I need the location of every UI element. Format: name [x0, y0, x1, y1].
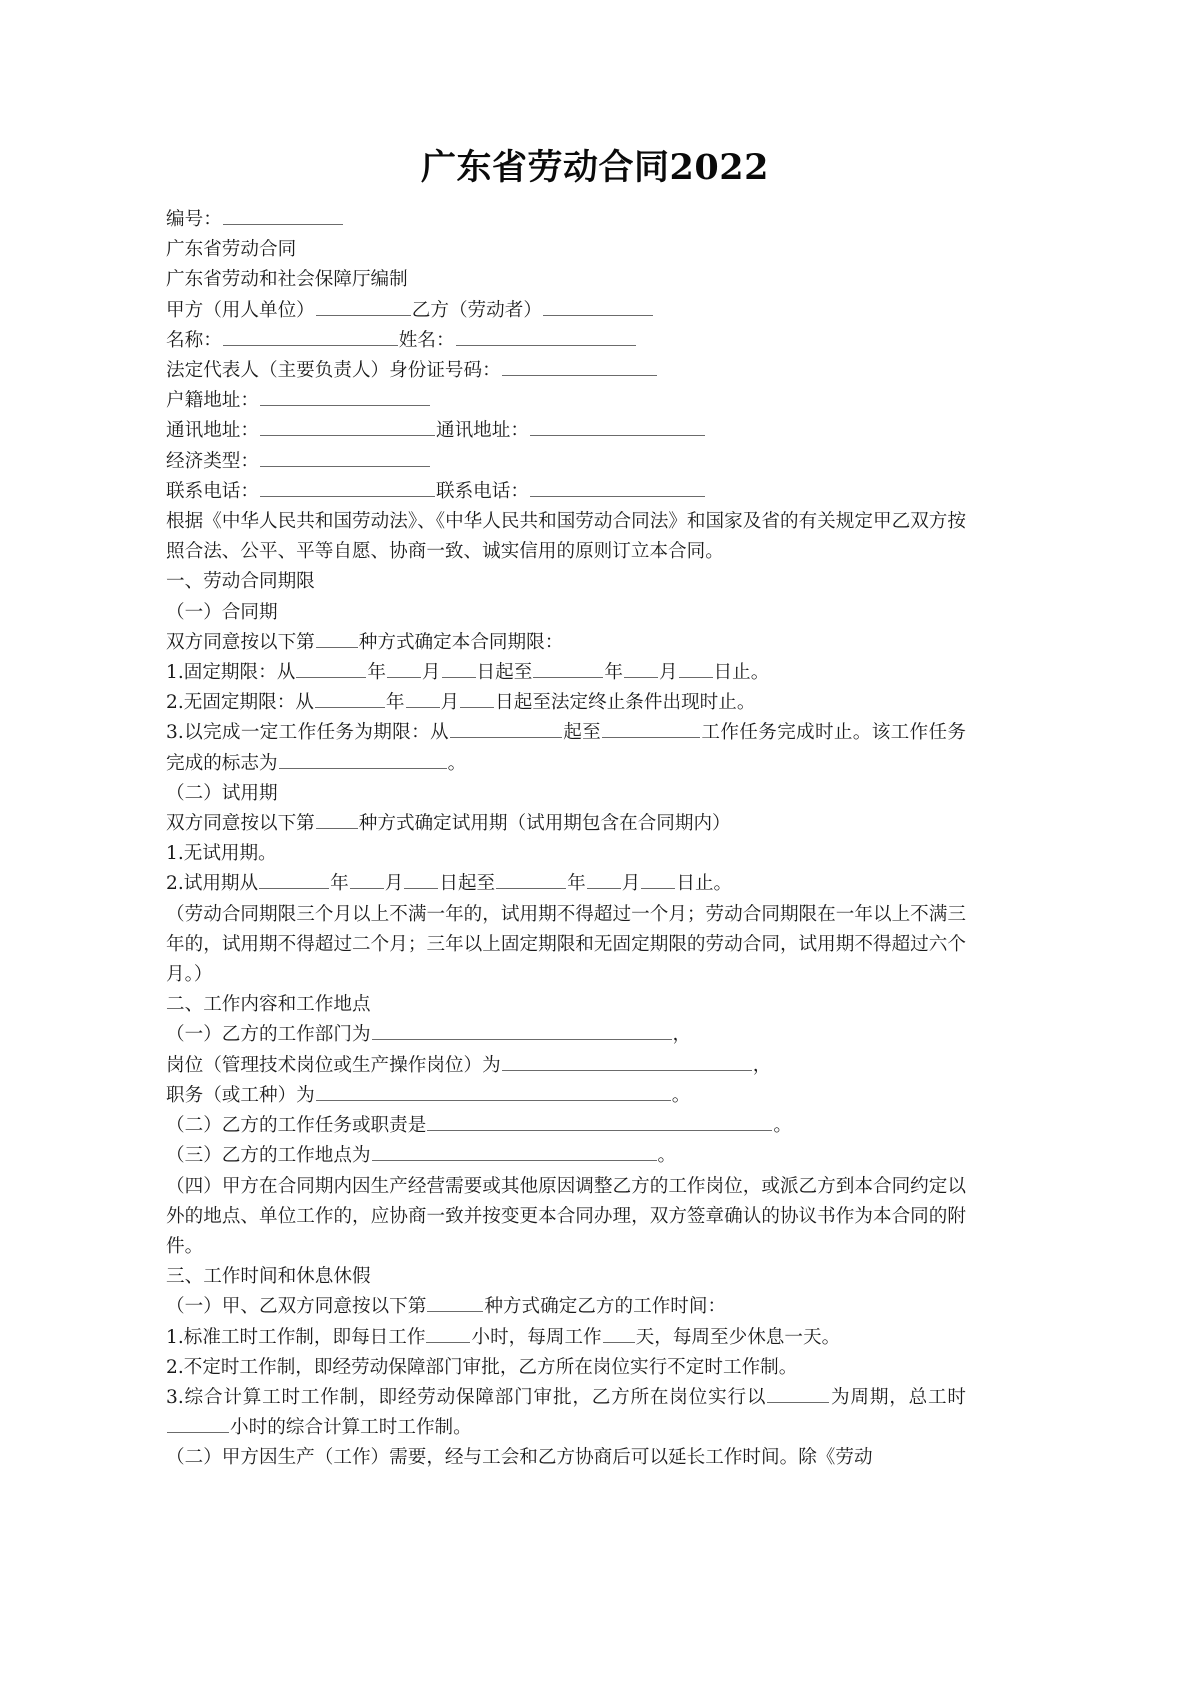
line-phone — [166, 477, 966, 507]
line-text: 联系电话： — [166, 480, 259, 502]
line-1-1-3 — [166, 718, 966, 778]
fill-in-blank[interactable] — [167, 1414, 229, 1433]
line-text: 种方式确定本合同期限： — [358, 631, 564, 653]
line-text: 乙方（劳动者） — [411, 299, 542, 321]
fill-in-blank[interactable] — [543, 297, 653, 316]
line-text: 3.综合计算工时工作制，即经劳动保障部门审批，乙方所在岗位实行以 — [166, 1386, 767, 1408]
fill-in-blank[interactable] — [316, 1082, 671, 1101]
line-text: 月 — [621, 873, 641, 895]
fill-in-blank[interactable] — [404, 871, 438, 890]
line-text: 户籍地址： — [166, 390, 259, 412]
line-text: 根据《中华人民共和国劳动法》、《中华人民共和国劳动合同法》和国家及省的有关规定甲乙双方按照合法、公平、平等自愿、协商一致、诚实信用的原则订立本合同。 — [166, 511, 966, 563]
line-text: （二）试用期 — [166, 782, 278, 804]
line-text: 。 — [657, 1145, 677, 1167]
line-text: 种方式确定乙方的工作时间： — [484, 1296, 727, 1318]
line-issuer — [166, 265, 966, 295]
line-household — [166, 386, 966, 416]
fill-in-blank[interactable] — [679, 659, 713, 678]
page-title: 广东省劳动合同2022 — [421, 147, 769, 188]
fill-in-blank[interactable] — [603, 1324, 635, 1343]
fill-in-blank[interactable] — [296, 659, 366, 678]
line-text: 。 — [773, 1115, 792, 1137]
line-text: 年 — [330, 873, 349, 895]
line-legal-rep — [166, 356, 966, 386]
line-text: （四）甲方在合同期内因生产经营需要或其他原因调整乙方的工作岗位，或派乙方到本合同约定以外的地点、单位工作的，应协商一致并按变更本合同办理，双方签章确认的协议书作为本合同的附件。 — [166, 1175, 966, 1257]
head-1-2 — [166, 779, 966, 809]
line-text: 通讯地址： — [166, 420, 259, 442]
line-2-1c — [166, 1081, 966, 1111]
para-probation-note — [166, 900, 966, 991]
head-3 — [166, 1262, 966, 1292]
line-text: 双方同意按以下第 — [166, 813, 315, 835]
line-text: 年 — [367, 662, 386, 684]
line-text: 年 — [385, 692, 405, 714]
line-text: 起至 — [562, 722, 602, 744]
line-1-1-choose — [166, 628, 966, 658]
line-2-2 — [166, 1111, 966, 1141]
fill-in-blank[interactable] — [372, 1022, 672, 1041]
fill-in-blank[interactable] — [502, 1052, 752, 1071]
fill-in-blank[interactable] — [426, 1324, 470, 1343]
fill-in-blank[interactable] — [641, 871, 675, 890]
line-text: 2.试用期从 — [166, 873, 259, 895]
line-text: 月 — [384, 873, 404, 895]
fill-in-blank[interactable] — [530, 418, 705, 437]
line-text: 联系电话： — [435, 480, 529, 502]
line-text: 日起至法定终止条件出现时止。 — [495, 692, 756, 714]
line-text: （二）甲方因生产（工作）需要，经与工会和乙方协商后可以延长工作时间。除《劳动 — [166, 1447, 873, 1469]
fill-in-blank[interactable] — [372, 1143, 657, 1162]
head-2 — [166, 990, 966, 1020]
document-body — [166, 205, 966, 1474]
line-text: 甲方（用人单位） — [166, 299, 315, 321]
line-text: 2.无固定期限：从 — [166, 692, 314, 714]
line-parties — [166, 296, 966, 326]
line-text: 广东省劳动和社会保障厅编制 — [166, 269, 408, 291]
para-2-4 — [166, 1172, 966, 1263]
fill-in-blank[interactable] — [456, 327, 636, 346]
line-1-1-2 — [166, 688, 966, 718]
fill-in-blank[interactable] — [442, 659, 476, 678]
line-1-2-1 — [166, 839, 966, 869]
head-1 — [166, 567, 966, 597]
line-text: 工作任务完成时止。该工作任务完成的标志为 — [166, 722, 966, 774]
fill-in-blank[interactable] — [316, 810, 358, 829]
line-text: 姓名： — [398, 329, 455, 351]
fill-in-blank[interactable] — [496, 871, 566, 890]
line-1-2-choose — [166, 809, 966, 839]
line-text: 三、工作时间和休息休假 — [166, 1266, 371, 1288]
fill-in-blank[interactable] — [427, 1112, 772, 1131]
line-3-1 — [166, 1292, 966, 1322]
line-text: （一）乙方的工作部门为 — [166, 1024, 371, 1046]
fill-in-blank[interactable] — [223, 206, 343, 225]
line-text: 经济类型： — [166, 450, 259, 472]
line-text: 日止。 — [713, 662, 770, 684]
fill-in-blank[interactable] — [502, 357, 657, 376]
line-text: 小时的综合计算工时工作制。 — [230, 1417, 472, 1439]
line-text: 二、工作内容和工作地点 — [166, 994, 371, 1016]
fill-in-blank[interactable] — [260, 418, 435, 437]
line-3-1-3 — [166, 1383, 966, 1443]
fill-in-blank[interactable] — [427, 1294, 483, 1313]
fill-in-blank[interactable] — [460, 690, 494, 709]
fill-in-blank[interactable] — [602, 720, 700, 739]
head-1-1 — [166, 598, 966, 628]
fill-in-blank[interactable] — [279, 750, 447, 769]
fill-in-blank[interactable] — [315, 690, 385, 709]
para-basis — [166, 507, 966, 567]
line-text: 职务（或工种）为 — [166, 1084, 315, 1106]
line-text: 1.标准工时工作制，即每日工作 — [166, 1326, 426, 1348]
line-3-1-2 — [166, 1353, 966, 1383]
fill-in-blank[interactable] — [587, 871, 621, 890]
line-text: 广东省劳动合同 — [166, 239, 297, 261]
line-text: 3.以完成一定工作任务为期限：从 — [166, 722, 449, 744]
fill-in-blank[interactable] — [624, 659, 658, 678]
fill-in-blank[interactable] — [259, 871, 329, 890]
line-text: 为周期，总工时 — [830, 1386, 966, 1408]
line-text: 编号： — [166, 209, 222, 230]
fill-in-blank[interactable] — [533, 659, 603, 678]
fill-in-blank[interactable] — [316, 297, 411, 316]
line-2-3 — [166, 1141, 966, 1171]
fill-in-blank[interactable] — [223, 327, 398, 346]
fill-in-blank[interactable] — [406, 690, 440, 709]
line-text: 法定代表人（主要负责人）身份证号码： — [166, 360, 501, 382]
line-text: 1.固定期限：从 — [166, 662, 296, 684]
line-text: 2.不定时工作制，即经劳动保障部门审批，乙方所在岗位实行不定时工作制。 — [166, 1356, 798, 1378]
line-text: 年 — [604, 662, 623, 684]
fill-in-blank[interactable] — [450, 720, 562, 739]
line-text: （一）合同期 — [166, 601, 278, 623]
line-text: 月 — [658, 662, 678, 684]
line-text: ， — [672, 1024, 692, 1046]
line-text: 小时，每周工作 — [471, 1326, 602, 1348]
line-2-1b — [166, 1051, 966, 1081]
line-3-1-1 — [166, 1323, 966, 1353]
fill-in-blank[interactable] — [530, 478, 705, 497]
line-text: （一）甲、乙双方同意按以下第 — [166, 1296, 427, 1318]
line-text: 日止。 — [676, 873, 733, 895]
line-1-2-2 — [166, 869, 966, 899]
line-econ-type — [166, 447, 966, 477]
line-text: 日起至 — [476, 662, 533, 684]
line-text: 名称： — [166, 329, 222, 351]
line-2-1 — [166, 1020, 966, 1050]
line-mailing — [166, 416, 966, 446]
fill-in-blank[interactable] — [260, 448, 430, 467]
line-text: 年 — [567, 873, 586, 895]
line-text: ， — [752, 1054, 772, 1076]
line-text: 月 — [440, 692, 460, 714]
fill-in-blank[interactable] — [767, 1384, 829, 1403]
fill-in-blank[interactable] — [316, 629, 358, 648]
para-3-2 — [166, 1443, 966, 1473]
fill-in-blank[interactable] — [260, 478, 435, 497]
line-title-repeat — [166, 235, 966, 265]
line-bianhao — [166, 205, 966, 235]
line-1-1-1 — [166, 658, 966, 688]
line-text: 种方式确定试用期（试用期包含在合同期内） — [358, 813, 731, 835]
fill-in-blank[interactable] — [387, 659, 421, 678]
line-text: 日起至 — [439, 873, 496, 895]
fill-in-blank[interactable] — [350, 871, 384, 890]
line-text: 双方同意按以下第 — [166, 631, 315, 653]
fill-in-blank[interactable] — [260, 388, 430, 407]
line-text: 岗位（管理技术岗位或生产操作岗位）为 — [166, 1054, 501, 1076]
line-text: 1.无试用期。 — [166, 843, 277, 865]
line-text: 。 — [671, 1084, 691, 1106]
line-text: （二）乙方的工作任务或职责是 — [166, 1115, 427, 1137]
line-text: （劳动合同期限三个月以上不满一年的，试用期不得超过一个月；劳动合同期限在一年以上不满三年的，试用期不得超过二个月；三年以上固定期限和无固定期限的劳动合同，试用期不得超过六个月。） — [166, 903, 966, 986]
line-text: 月 — [421, 662, 441, 684]
line-text: （三）乙方的工作地点为 — [166, 1145, 371, 1167]
line-text: 天，每周至少休息一天。 — [635, 1326, 841, 1348]
line-text: 一、劳动合同期限 — [166, 571, 315, 593]
line-name — [166, 326, 966, 356]
line-text: 。 — [447, 752, 467, 774]
line-text: 通讯地址： — [435, 420, 529, 442]
